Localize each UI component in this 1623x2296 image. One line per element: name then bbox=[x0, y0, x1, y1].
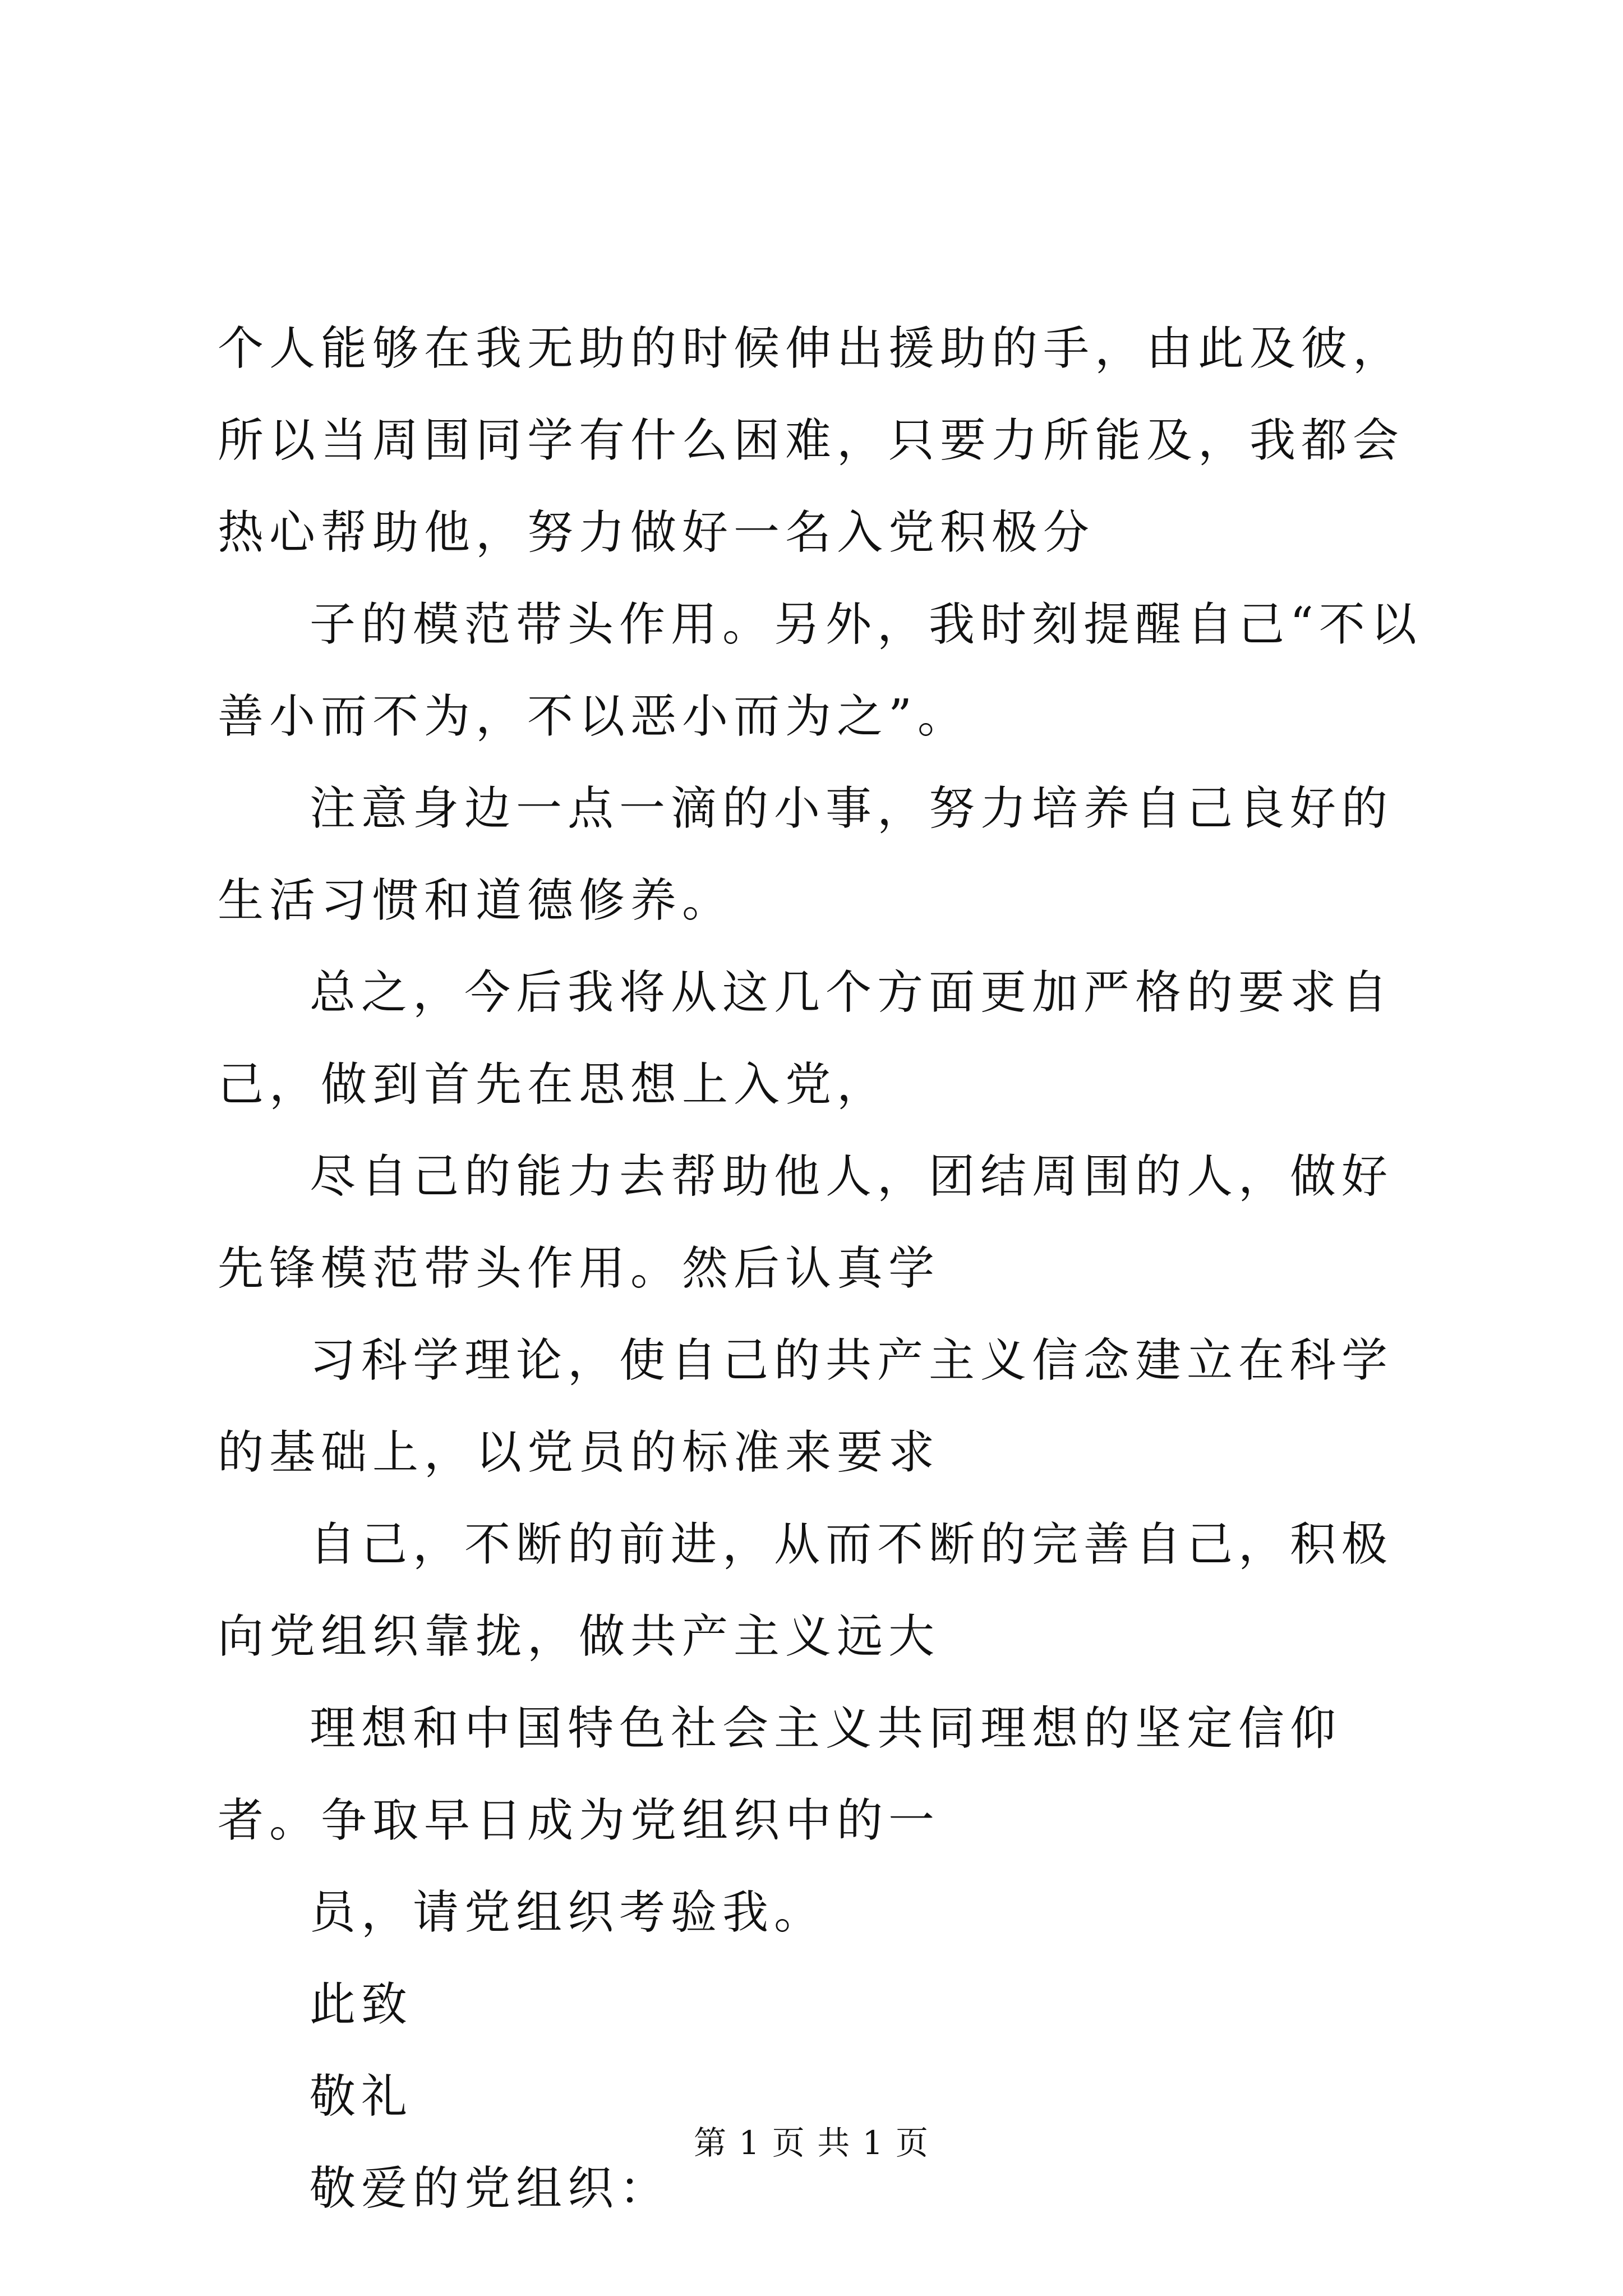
closing-salutation: 此致 bbox=[310, 1978, 413, 2031]
paragraph-2: 子的模范带头作用。另外，我时刻提醒自己“不以善小而不为，不以恶小而为之”。 bbox=[218, 598, 1422, 743]
page-footer: 第 1 页 共 1 页 bbox=[694, 2124, 929, 2162]
closing-respect: 敬礼 bbox=[310, 2070, 413, 2123]
paragraph-1: 个人能够在我无助的时候伸出援助的手，由此及彼，所以当周围同学有什么困难，只要力所能及，我都会热心帮助他，努力做好一名入党积极分 bbox=[218, 322, 1405, 559]
paragraph-6: 习科学理论，使自己的共产主义信念建立在科学的基础上，以党员的标准来要求 bbox=[218, 1334, 1394, 1479]
paragraph-7: 自己，不断的前进，从而不断的完善自己，积极向党组织靠拢，做共产主义远大 bbox=[218, 1518, 1394, 1663]
document-body bbox=[218, 303, 1429, 2235]
paragraph-8: 理想和中国特色社会主义共同理想的坚定信仰者。争取早日成为党组织中的一 bbox=[218, 1702, 1342, 1847]
paragraph-3: 注意身边一点一滴的小事，努力培养自己良好的生活习惯和道德修养。 bbox=[218, 782, 1394, 927]
paragraph-4: 总之，今后我将从这几个方面更加严格的要求自己，做到首先在思想上入党， bbox=[218, 966, 1394, 1111]
addressee: 敬爱的党组织： bbox=[310, 2162, 671, 2215]
paragraph-9: 员，请党组织考验我。 bbox=[310, 1886, 826, 1939]
paragraph-5: 尽自己的能力去帮助他人，团结周围的人，做好先锋模范带头作用。然后认真学 bbox=[218, 1150, 1394, 1295]
